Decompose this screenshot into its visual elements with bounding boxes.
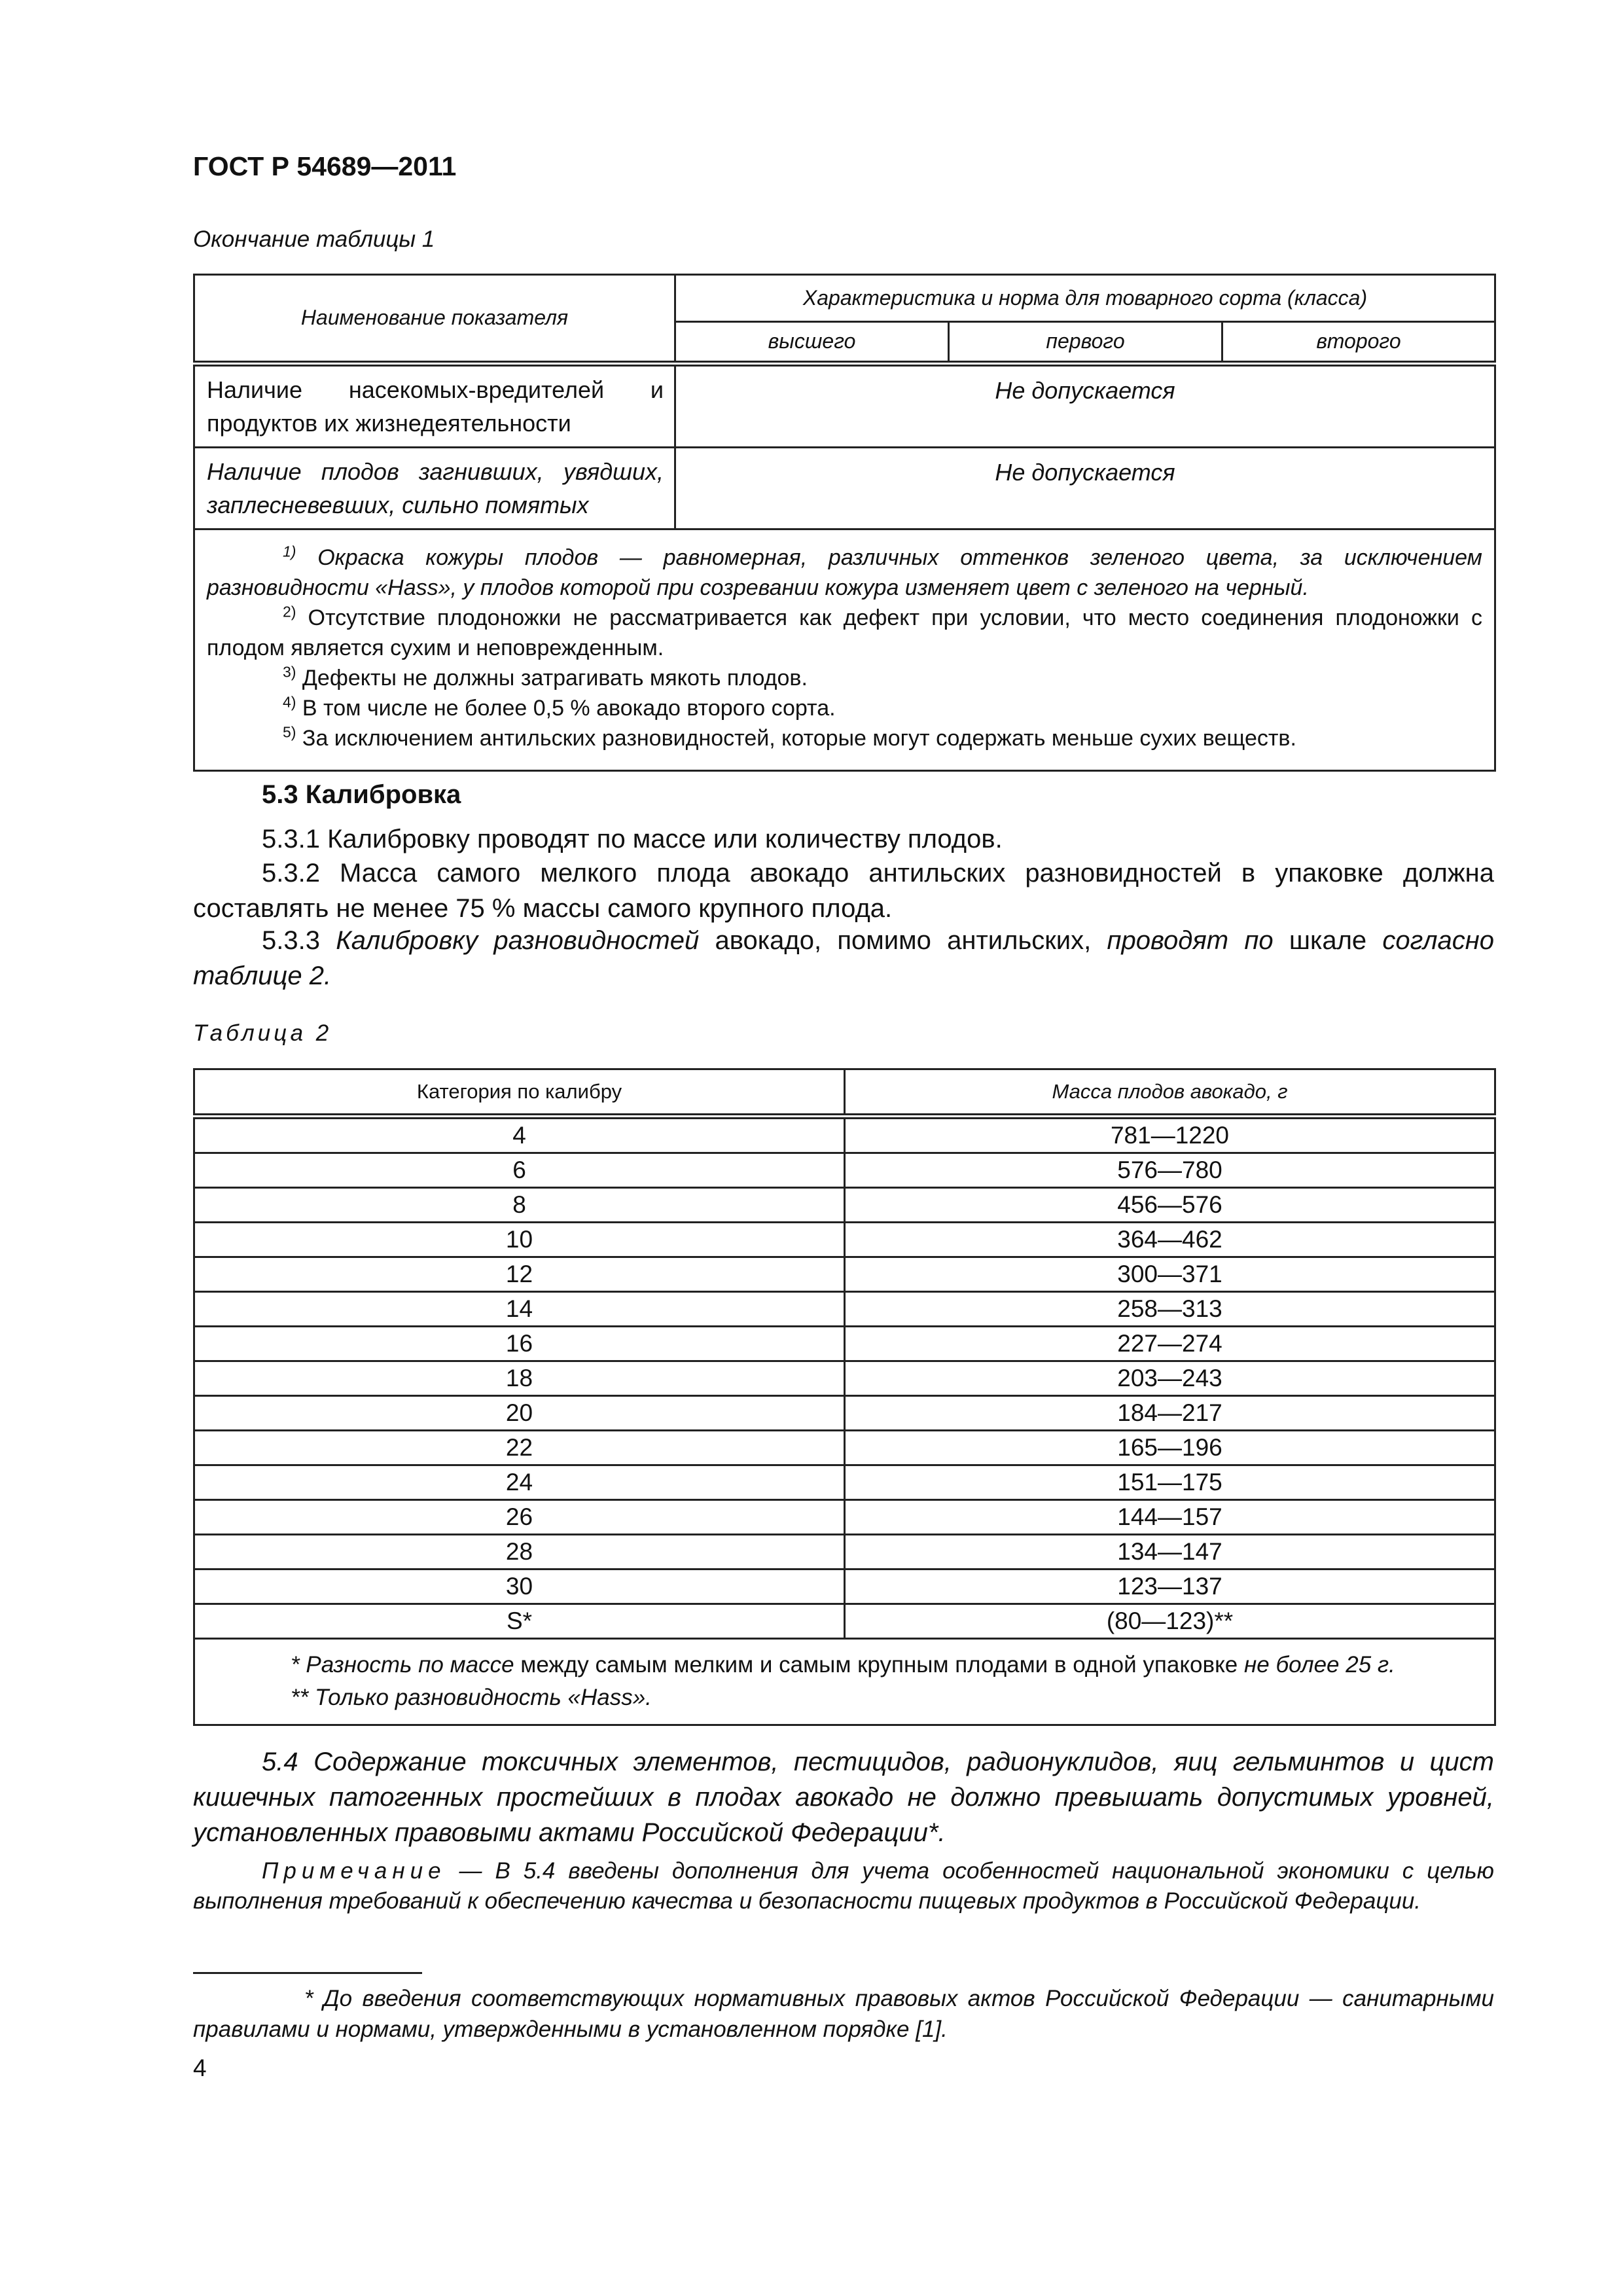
table-row xyxy=(194,1570,1495,1604)
t2-cell-category: 16 xyxy=(194,1327,845,1361)
standard-id: ГОСТ Р 54689—2011 xyxy=(193,151,457,181)
t2-cell-category: 12 xyxy=(194,1257,845,1292)
t1-note: $^{3)}$ Дефекты не должны затрагивать мякоть плодов. xyxy=(283,663,808,691)
t1-row-name: Наличие насекомых-вредителей и продуктов их жизнедеятельности xyxy=(194,364,675,448)
section-5-3-heading: 5.3 Калибровка xyxy=(262,780,461,809)
t2-cell-mass: 456—576 xyxy=(845,1188,1495,1223)
table-row xyxy=(194,1257,1495,1292)
t2-note: * Разность по массе между самым мелким и самым крупным плодами в одной упаковке не более 25 г. xyxy=(291,1652,1395,1677)
table-row xyxy=(194,1117,1495,1153)
t2-cell-mass: 151—175 xyxy=(845,1465,1495,1500)
table-row xyxy=(194,1292,1495,1327)
paragraph-5-3-1: 5.3.1 Калибровку проводят по массе или количеству плодов. xyxy=(262,825,1003,853)
t2-cell-mass: 364—462 xyxy=(845,1223,1495,1257)
t2-cell-mass: (80—123)** xyxy=(845,1604,1495,1639)
t2-cell-category: 8 xyxy=(194,1188,845,1223)
table-row xyxy=(194,1535,1495,1570)
t1-note: $^{2)}$ Отсутствие плодоножки не рассматривается как дефект при условии, что место соединения плодоножки с плодом является сухим и неповрежденным. xyxy=(207,603,1482,661)
table-1 xyxy=(193,274,1496,772)
page-number: 4 xyxy=(193,2054,207,2081)
table-2 xyxy=(193,1068,1496,1726)
t1-row-value: Не допускается xyxy=(675,364,1495,448)
t2-cell-category: S* xyxy=(194,1604,845,1639)
table-row xyxy=(194,1396,1495,1431)
table-row xyxy=(194,1465,1495,1500)
t2-cell-category: 10 xyxy=(194,1223,845,1257)
t2-cell-mass: 165—196 xyxy=(845,1431,1495,1465)
note-5-4: Примечание — В 5.4 введены дополнения для учета особенностей национальной экономики с целью выполнения требований к обеспечению качества и безопасности пищевых продуктов в Российской Федерации. xyxy=(193,1858,1494,1914)
t1-sub-col: первого xyxy=(949,322,1222,364)
t2-cell-category: 28 xyxy=(194,1535,845,1570)
t1-note: $^{5)}$ За исключением антильских разновидностей, которые могут содержать меньше сухих веществ. xyxy=(283,723,1296,751)
table2-title: Таблица 2 xyxy=(193,1020,332,1046)
t2-cell-mass: 134—147 xyxy=(845,1535,1495,1570)
t1-col-name: Наименование показателя xyxy=(194,275,675,364)
t1-note: $^{4)}$ В том числе не более 0,5 % авокадо второго сорта. xyxy=(283,693,836,721)
t2-col-mass: Масса плодов авокадо, г xyxy=(845,1069,1495,1117)
table-row xyxy=(194,1604,1495,1639)
t2-note: ** Только разновидность «Hass». xyxy=(291,1684,652,1710)
t2-cell-category: 30 xyxy=(194,1570,845,1604)
t2-cell-mass: 576—780 xyxy=(845,1153,1495,1188)
table-row xyxy=(194,1500,1495,1535)
table1-continuation-title: Окончание таблицы 1 xyxy=(193,226,435,252)
t2-cell-mass: 203—243 xyxy=(845,1361,1495,1396)
t1-notes xyxy=(194,529,1495,770)
t2-cell-category: 14 xyxy=(194,1292,845,1327)
t1-row-value: Не допускается xyxy=(675,448,1495,529)
t2-notes xyxy=(194,1639,1495,1725)
table-row xyxy=(194,1188,1495,1223)
paragraph-5-3-3: 5.3.3 Калибровку разновидностей авокадо, помимо антильских, проводят по шкале согласно таблице 2. xyxy=(193,926,1495,990)
paragraph-5-4: 5.4 Содержание токсичных элементов, пестицидов, радионуклидов, яиц гельминтов и цист кишечных патогенных простейших в плодах авокадо не должно превышать допустимых уровней, установленных правовыми актами Российской Федерации*. xyxy=(193,1748,1494,1847)
table-row xyxy=(194,1223,1495,1257)
t2-cell-mass: 781—1220 xyxy=(845,1117,1495,1153)
table-row xyxy=(194,1431,1495,1465)
t2-cell-category: 20 xyxy=(194,1396,845,1431)
t2-cell-category: 22 xyxy=(194,1431,845,1465)
t2-cell-mass: 144—157 xyxy=(845,1500,1495,1535)
t2-col-category: Категория по калибру xyxy=(194,1069,845,1117)
table-row xyxy=(194,1327,1495,1361)
table-row xyxy=(194,1361,1495,1396)
footnote: * До введения соответствующих нормативных правовых актов Российской Федерации — санитарными правилами и нормами, утвержденными в установленном порядке [1]. xyxy=(193,1986,1494,2043)
paragraph-5-3-2: 5.3.2 Масса самого мелкого плода авокадо антильских разновидностей в упаковке должна составлять не менее 75 % массы самого крупного плода. xyxy=(193,859,1494,923)
t1-note: $^{1)}$ Окраска кожуры плодов — равномерная, различных оттенков зеленого цвета, за исключением разновидности «Hass», у плодов которой при созревании кожура изменяет цвет с зеленого на черный. xyxy=(207,543,1482,601)
t2-cell-category: 26 xyxy=(194,1500,845,1535)
table-row xyxy=(194,1153,1495,1188)
t1-row-name: Наличие плодов загнивших, увядших, заплесневевших, сильно помятых xyxy=(194,448,675,529)
t1-col-group: Характеристика и норма для товарного сорта (класса) xyxy=(675,275,1495,322)
footnote-separator xyxy=(193,1972,422,1974)
t2-cell-category: 6 xyxy=(194,1153,845,1188)
t2-cell-mass: 184—217 xyxy=(845,1396,1495,1431)
t2-cell-category: 4 xyxy=(194,1117,845,1153)
t1-sub-col: второго xyxy=(1222,322,1495,364)
t2-cell-category: 18 xyxy=(194,1361,845,1396)
t2-cell-category: 24 xyxy=(194,1465,845,1500)
t2-cell-mass: 227—274 xyxy=(845,1327,1495,1361)
t2-cell-mass: 123—137 xyxy=(845,1570,1495,1604)
t1-sub-col: высшего xyxy=(675,322,949,364)
t2-cell-mass: 258—313 xyxy=(845,1292,1495,1327)
t2-cell-mass: 300—371 xyxy=(845,1257,1495,1292)
